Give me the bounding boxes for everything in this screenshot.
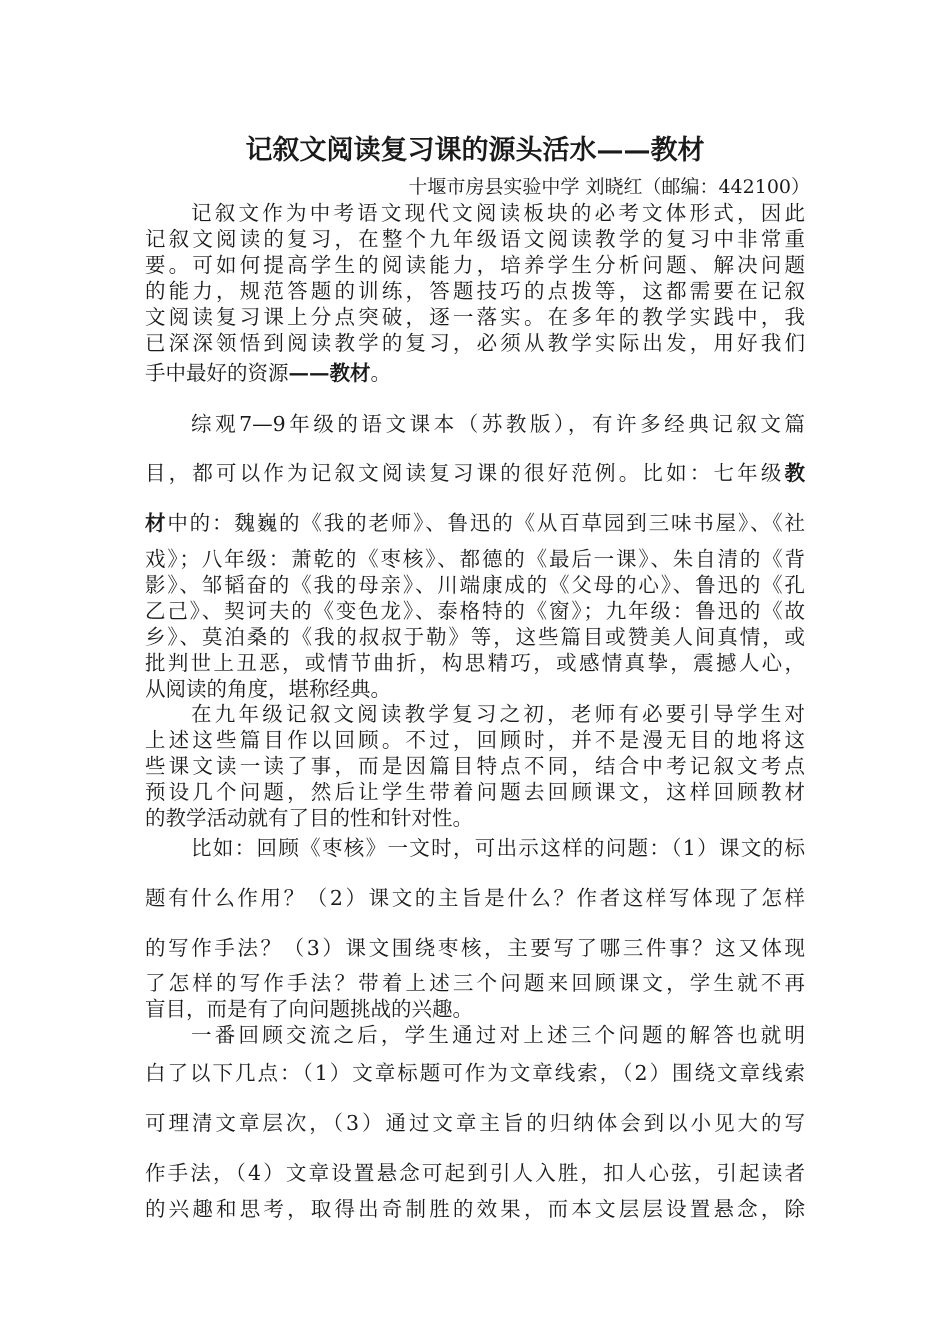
paragraph-line: 文阅读复习课上分点突破，逐一落实。在多年的教学实践中，我 [145, 305, 805, 329]
paragraph-line: 白了以下几点：（1）文章标题可作为文章线索，（2）围绕文章线索 [145, 1061, 805, 1085]
paragraph-line: 综观7—9年级的语文课本（苏教版），有许多经典记叙文篇 [191, 412, 805, 436]
paragraph-line: 影》、邹韬奋的《我的母亲》、川端康成的《父母的心》、鲁迅的《孔 [145, 573, 805, 597]
paragraph-line: 题有什么作用？（2）课文的主旨是什么？作者这样写体现了怎样 [145, 886, 805, 910]
paragraph-line: 了怎样的写作手法？带着上述三个问题来回顾课文，学生就不再 [145, 971, 805, 995]
paragraph-line: 的能力，规范答题的训练，答题技巧的点拨等，这都需要在记叙 [145, 279, 805, 303]
bold-text-run: ——教材 [288, 361, 371, 385]
document-title: 记叙文阅读复习课的源头活水——教材 [245, 135, 705, 166]
paragraph-line: 可理清文章层次，（3）通过文章主旨的归纳体会到以小见大的写 [145, 1111, 805, 1135]
paragraph-line: 预设几个问题，然后让学生带着问题去回顾课文，这样回顾教材 [145, 780, 805, 804]
paragraph-line: 记叙文阅读的复习，在整个九年级语文阅读教学的复习中非常重 [145, 227, 805, 251]
paragraph-line [145, 460, 805, 486]
paragraph-line: 作手法，（4）文章设置悬念可起到引人入胜，扣人心弦，引起读者 [145, 1161, 805, 1185]
paragraph-line: 上述这些篇目作以回顾。不过，回顾时，并不是漫无目的地将这 [145, 728, 805, 752]
paragraph-line: 的教学活动就有了目的性和针对性。 [145, 806, 473, 830]
paragraph-line: 乙己》、契诃夫的《变色龙》、泰格特的《窗》；九年级：鲁迅的《故 [145, 599, 805, 623]
paragraph-line: 比如：回顾《枣核》一文时，可出示这样的问题：（1）课文的标 [191, 836, 805, 860]
paragraph-line: 已深深领悟到阅读教学的复习，必须从教学实际出发，用好我们 [145, 331, 805, 355]
paragraph-line: 一番回顾交流之后，学生通过对上述三个问题的解答也就明 [191, 1023, 805, 1047]
paragraph-line: 些课文读一读了事，而是因篇目特点不同，结合中考记叙文考点 [145, 754, 805, 778]
paragraph-line: 记叙文作为中考语文现代文阅读板块的必考文体形式，因此 [191, 201, 805, 225]
paragraph-line: 戏》；八年级：萧乾的《枣核》、都德的《最后一课》、朱自清的《背 [145, 547, 805, 571]
paragraph-line [145, 360, 805, 386]
bold-text-run: 材 [145, 511, 168, 535]
bold-text-run: 教 [784, 461, 805, 485]
text-run: 手中最好的资源 [145, 361, 289, 385]
paragraph-line: 批判世上丑恶，或情节曲折，构思精巧，或感情真挚，震撼人心， [145, 651, 805, 675]
paragraph-line: 的兴趣和思考，取得出奇制胜的效果，而本文层层设置悬念，除 [145, 1197, 805, 1221]
paragraph-line: 乡》、莫泊桑的《我的叔叔于勒》等，这些篇目或赞美人间真情，或 [145, 625, 805, 649]
paragraph-line: 要。可如何提高学生的阅读能力，培养学生分析问题、解决问题 [145, 253, 805, 277]
paragraph-line: 在九年级记叙文阅读教学复习之初，老师有必要引导学生对 [191, 702, 805, 726]
paragraph-line: 的写作手法？（3）课文围绕枣核，主要写了哪三件事？这又体现 [145, 936, 805, 960]
paragraph-line: 盲目，而是有了向问题挑战的兴趣。 [145, 997, 473, 1021]
text-run: 。 [370, 361, 391, 385]
paragraph-line: 从阅读的角度，堪称经典。 [145, 677, 391, 701]
text-run: 中的：魏巍的《我的老师》、鲁迅的《从百草园到三味书屋》、《社 [167, 511, 805, 535]
paragraph-line [145, 510, 805, 536]
text-run: 目，都可以作为记叙文阅读复习课的很好范例。比如：七年级 [145, 461, 785, 485]
author-line: 十堰市房县实验中学 刘晓红（邮编：442100） [408, 176, 810, 198]
